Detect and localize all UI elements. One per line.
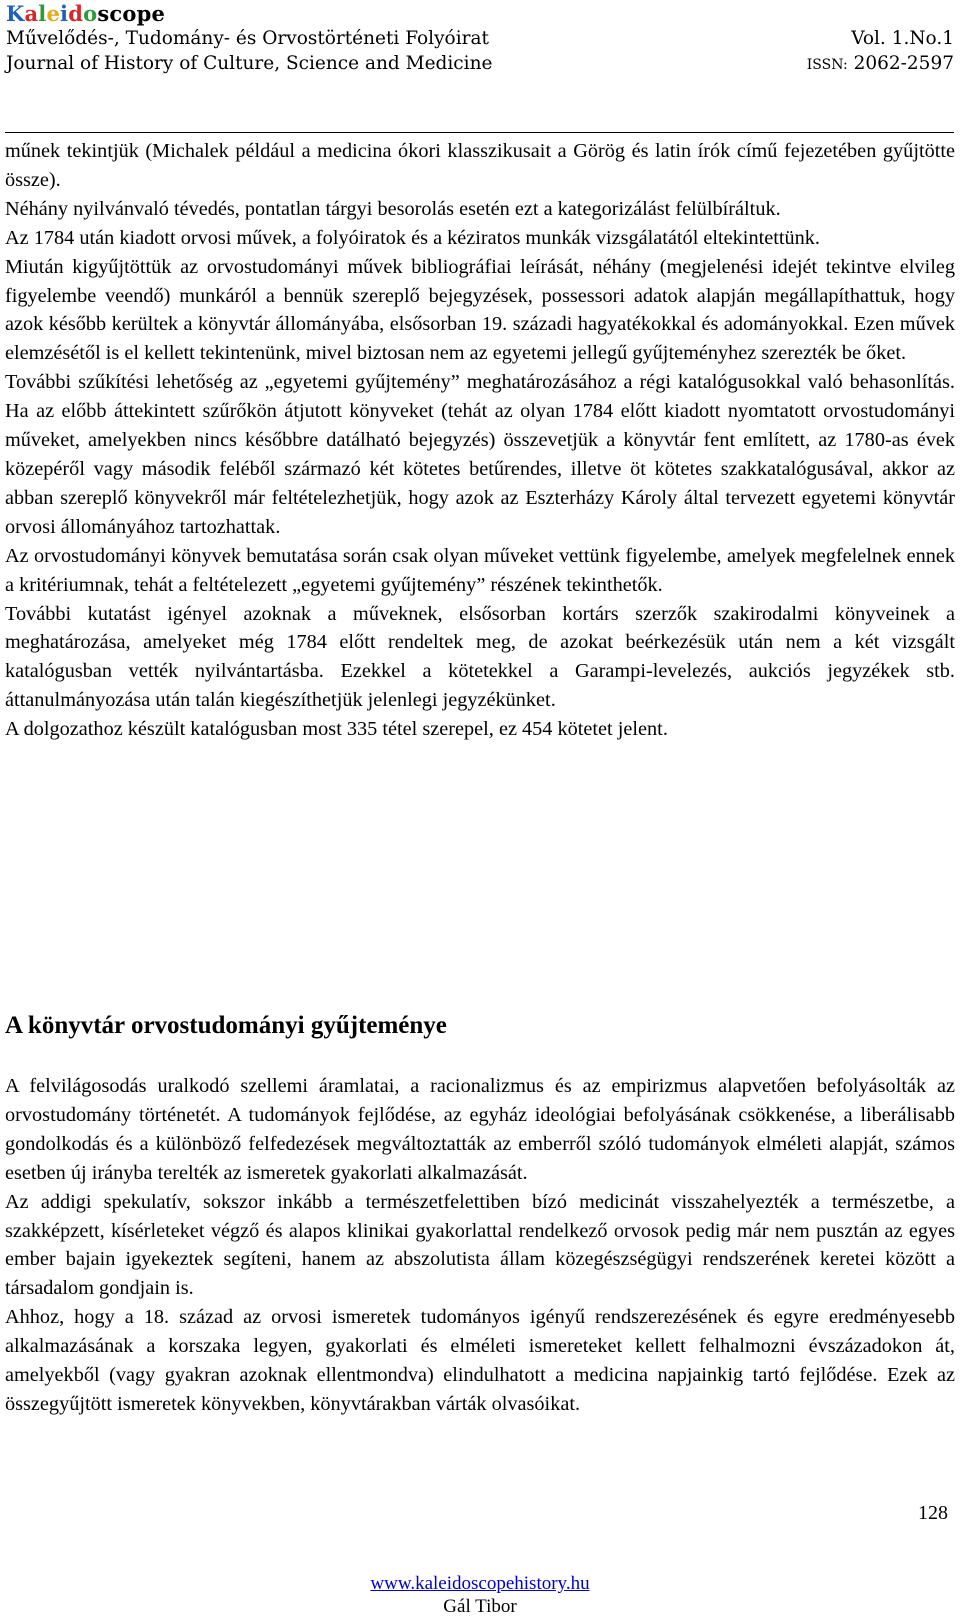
logo-letter: e: [151, 1, 166, 26]
header-divider: [5, 132, 954, 133]
logo-letter: c: [109, 1, 123, 26]
issn: [807, 51, 954, 78]
issn-label: ISSN:: [806, 57, 848, 73]
header-row-1: [6, 26, 954, 51]
paragraph: Néhány nyilvánvaló tévedés, pontatlan tárgyi besorolás esetén ezt a kategorizálást felülbíráltuk.: [5, 197, 781, 220]
paragraph: További szűkítési lehetőség az „egyetemi gyűjtemény” meghatározásához a régi katalógusokkal való behasonlítás. Ha az előbb áttekintett szűrőkön átjutott könyveket (tehát az olyan 1784 előtt kiadott nyomtatott orvostudományi műveket, amelyekben nincs későbbre datálható bejegyzés) összevetjük a könyvtár fent említett, az 1780-as évek közepéről vagy második feléből származó két kötetes betűrendes, illetve öt kötetes szakkatalógusával, akkor az abban szereplő könyvekről már feltételezhetjük, hogy azok az Eszterházy Károly által tervezett egyetemi könyvtár orvosi állományához tartozhattak.: [5, 371, 955, 538]
section-heading: A könyvtár orvostudományi gyűjteménye: [5, 1012, 447, 1039]
paragraph: A felvilágosodás uralkodó szellemi áramlatai, a racionalizmus és az empirizmus alapvetően befolyásolták az orvostudomány történetét. A tudományok fejlődése, az egyház ideológiai befolyásának csökkenése, a liberálisabb gondolkodás és a különböző felfedezések megváltoztatták az emberről szóló tudományok elméleti alapját, számos esetben új irányba terelték az ismeretek gyakorlati alkalmazását.: [5, 1075, 955, 1184]
volume-label: Vol. 1.No.1: [851, 28, 954, 49]
logo-letter: e: [46, 1, 61, 26]
paragraph: Miután kigyűjtöttük az orvostudományi művek bibliográfiai leírását, néhány (megjelenési idejét tekintve elvileg figyelembe veendő) munkáról a bennük szereplő bejegyzések, possessori adatok alapján megállapíthattuk, hogy azok később kerültek a könyvtár állományába, elsősorban 19. századi hagyatékokkal és adományokkal. Ezen művek elemzésétől is el kellett tekintenünk, mivel biztosan nem az egyetemi jellegű gyűjteményhez szerezték be őket.: [5, 255, 955, 365]
paragraph: műnek tekintjük (Michalek például a medicina ókori klasszikusait a Görög és latin írók című fejezetében gyűjtötte össze).: [5, 140, 955, 191]
logo-letter: p: [136, 1, 152, 26]
section-body-text: [5, 1072, 955, 1419]
logo-letter: s: [97, 1, 110, 26]
paragraph: A dolgozathoz készült katalógusban most 335 tétel szerepel, ez 454 kötetet jelent.: [5, 718, 668, 741]
paragraph: Ahhoz, hogy a 18. század az orvosi ismeretek tudományos igényű rendszerezésének és egyre eredményesebb alkalmazásának a korszaka legyen, gyakorlati és elméleti ismereteket kellett felhalmozni évszázadokon át, amelyekből (vagy gyakran azoknak ellentmondva) elindulhatott a medicina napjainkig tartó fejlődése. Ezek az összegyűjtött ismeretek könyvekben, könyvtárakban várták olvasóikat.: [5, 1306, 955, 1415]
journal-title-hungarian: Művelődés-, Tudomány- és Orvostörténeti Folyóirat: [6, 28, 489, 49]
logo-letter: o: [83, 1, 98, 26]
paragraph: Az 1784 után kiadott orvosi művek, a folyóiratok és a kéziratos munkák vizsgálatától eltekintettünk.: [5, 226, 820, 249]
page-number: 128: [918, 1502, 948, 1524]
paragraph: Az addigi spekulatív, sokszor inkább a természetfelettiben bízó medicinát visszahelyezték a természetbe, a szakképzett, kísérleteket végző és alapos klinikai gyakorlattal rendelkező orvosok pedig már nem pusztán az egyes ember bajain igyekeztek segíteni, hanem az abszolutista állam közegészségügyi rendszerének keretei között a társadalom gondjain is.: [5, 1190, 955, 1300]
body-text: [5, 137, 955, 744]
paragraph: További kutatást igényel azoknak a műveknek, elsősorban kortárs szerzők szakirodalmi könyveinek a meghatározása, amelyeket még 1784 előtt rendeltek meg, de azokat beérkezésük után nem a két vizsgált katalógusban vették nyilvántartásba. Ezekkel a kötetekkel a Garampi-levelezés, aukciós jegyzékek stb. áttanulmányozása után talán kiegészíthetjük jelenlegi jegyzékünket.: [5, 602, 955, 712]
logo-letter: o: [122, 1, 137, 26]
logo-letter: d: [68, 1, 84, 26]
issn-value: 2062-2597: [853, 53, 954, 74]
journal-header: [6, 2, 954, 78]
logo-letter: a: [24, 1, 39, 26]
author-name: Gál Tibor: [443, 1596, 517, 1617]
logo-letter: i: [60, 1, 69, 26]
journal-title-english: Journal of History of Culture, Science and Medicine: [6, 53, 493, 74]
website-link[interactable]: www.kaleidoscopehistory.hu: [370, 1573, 590, 1594]
logo-letter: l: [38, 1, 47, 26]
logo-letter: K: [6, 1, 25, 26]
journal-logo: [6, 2, 954, 26]
header-row-2: [6, 51, 954, 78]
paragraph: Az orvostudományi könyvek bemutatása során csak olyan műveket vettünk figyelembe, amelyek megfelelnek ennek a kritériumnak, tehát a feltételezett „egyetemi gyűjtemény” részének tekinthetők.: [5, 544, 955, 596]
